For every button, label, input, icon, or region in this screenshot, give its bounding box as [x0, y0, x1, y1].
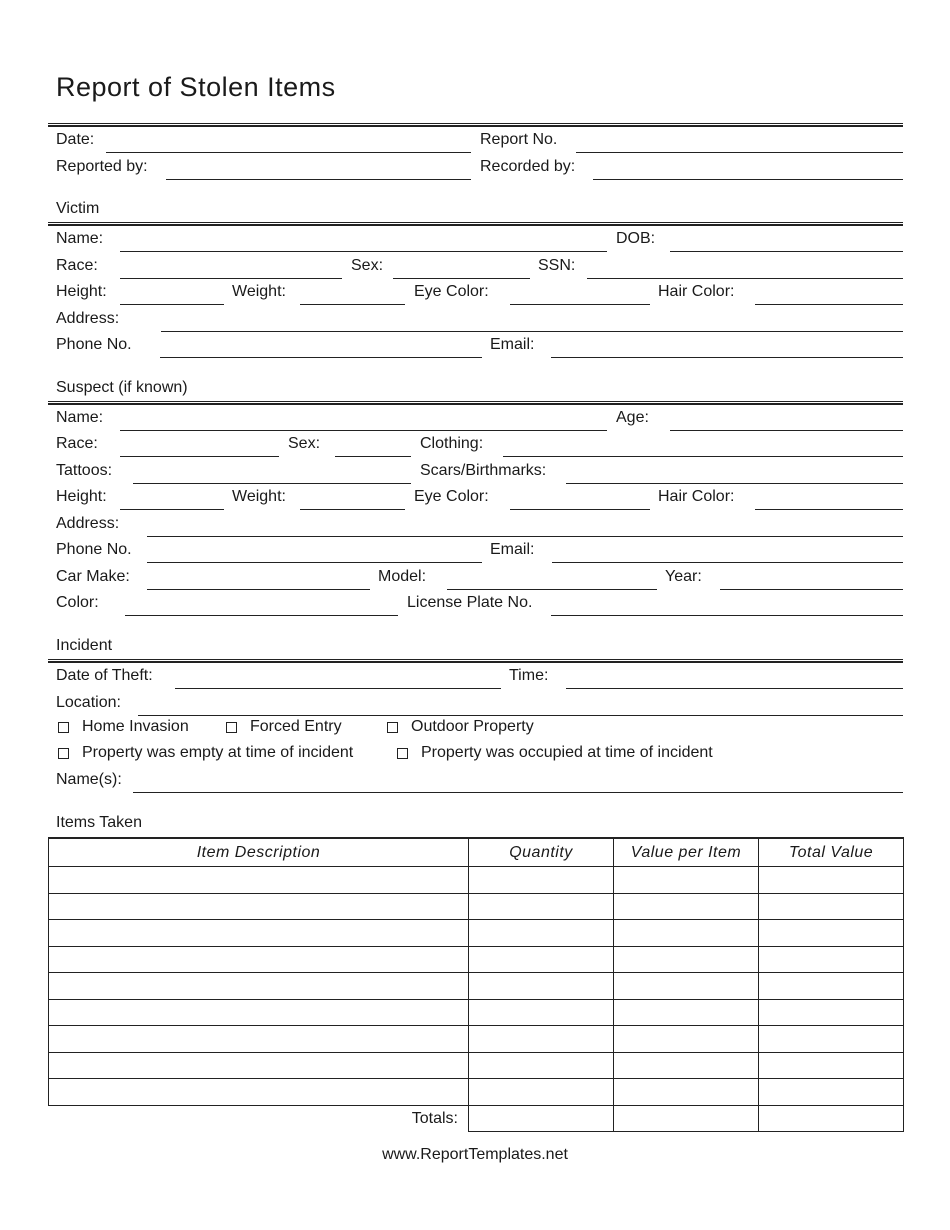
suspect-heading: Suspect (if known) — [56, 379, 188, 396]
suspect-height-field[interactable] — [120, 509, 224, 510]
victim-eye-color-label: Eye Color: — [414, 283, 489, 300]
items-heading: Items Taken — [56, 814, 142, 831]
table-row — [49, 920, 904, 947]
victim-heading: Victim — [56, 200, 100, 217]
value-per-item-cell[interactable] — [614, 1026, 759, 1053]
location-field[interactable] — [138, 715, 903, 716]
col-total-value: Total Value — [759, 838, 904, 867]
property-empty-label: Property was empty at time of incident — [82, 744, 354, 761]
victim-name-field[interactable] — [120, 251, 607, 252]
total-value-cell[interactable] — [759, 893, 904, 920]
total-value-cell[interactable] — [759, 973, 904, 1000]
item-description-cell[interactable] — [49, 1052, 469, 1079]
report-no-label: Report No. — [480, 131, 558, 148]
reported-by-label: Reported by: — [56, 158, 148, 175]
time-label: Time: — [509, 667, 549, 684]
table-row — [49, 1079, 904, 1106]
col-value-per-item: Value per Item — [614, 838, 759, 867]
suspect-year-field[interactable] — [720, 589, 903, 590]
victim-hair-color-label: Hair Color: — [658, 283, 735, 300]
quantity-cell[interactable] — [469, 867, 614, 894]
title-rule — [48, 123, 903, 127]
forced-entry-checkbox[interactable] — [226, 722, 237, 733]
suspect-weight-field[interactable] — [300, 509, 405, 510]
suspect-license-label: License Plate No. — [407, 594, 533, 611]
item-description-cell[interactable] — [49, 973, 469, 1000]
victim-height-field[interactable] — [120, 304, 224, 305]
totals-row — [49, 1105, 904, 1132]
suspect-scars-field[interactable] — [566, 483, 903, 484]
item-description-cell[interactable] — [49, 920, 469, 947]
home-invasion-checkbox[interactable] — [58, 722, 69, 733]
date-label: Date: — [56, 131, 95, 148]
total-value-cell[interactable] — [759, 946, 904, 973]
item-description-cell[interactable] — [49, 946, 469, 973]
value-per-item-cell[interactable] — [614, 999, 759, 1026]
quantity-cell[interactable] — [469, 973, 614, 1000]
suspect-weight-label: Weight: — [232, 488, 286, 505]
item-description-cell[interactable] — [49, 867, 469, 894]
items-table — [48, 837, 904, 1132]
suspect-clothing-label: Clothing: — [420, 435, 484, 452]
suspect-year-label: Year: — [665, 568, 702, 585]
property-occupied-checkbox[interactable] — [397, 748, 408, 759]
victim-phone-label: Phone No. — [56, 336, 132, 353]
suspect-eye-color-label: Eye Color: — [414, 488, 489, 505]
victim-race-field[interactable] — [120, 278, 342, 279]
date-field[interactable] — [106, 152, 471, 153]
suspect-hair-color-field[interactable] — [755, 509, 903, 510]
outdoor-property-label: Outdoor Property — [411, 718, 534, 735]
outdoor-property-checkbox[interactable] — [387, 722, 398, 733]
suspect-car-make-label: Car Make: — [56, 568, 130, 585]
property-occupied-label: Property was occupied at time of incident — [421, 744, 713, 761]
time-field[interactable] — [566, 688, 903, 689]
totals-label: Totals: — [411, 1109, 458, 1127]
quantity-cell[interactable] — [469, 946, 614, 973]
victim-eye-color-field[interactable] — [510, 304, 650, 305]
suspect-phone-label: Phone No. — [56, 541, 132, 558]
suspect-model-label: Model: — [378, 568, 427, 585]
quantity-cell[interactable] — [469, 1052, 614, 1079]
value-per-item-cell[interactable] — [614, 893, 759, 920]
suspect-phone-field[interactable] — [147, 562, 482, 563]
page-title: Report of Stolen Items — [56, 72, 336, 102]
incident-rule — [48, 659, 903, 663]
victim-dob-field[interactable] — [670, 251, 903, 252]
item-description-cell[interactable] — [49, 999, 469, 1026]
total-value-cell[interactable] — [759, 1052, 904, 1079]
table-row — [49, 946, 904, 973]
table-row — [49, 999, 904, 1026]
quantity-cell[interactable] — [469, 920, 614, 947]
value-per-item-cell[interactable] — [614, 920, 759, 947]
total-value-cell[interactable] — [759, 867, 904, 894]
suspect-sex-label: Sex: — [288, 435, 321, 452]
suspect-race-label: Race: — [56, 435, 98, 452]
victim-sex-field[interactable] — [393, 278, 530, 279]
total-value-cell[interactable] — [759, 920, 904, 947]
suspect-model-field[interactable] — [447, 589, 657, 590]
suspect-color-label: Color: — [56, 594, 99, 611]
suspect-address-field[interactable] — [147, 536, 903, 537]
item-description-cell[interactable] — [49, 1079, 469, 1106]
suspect-height-label: Height: — [56, 488, 107, 505]
victim-ssn-label: SSN: — [538, 257, 576, 274]
incident-heading: Incident — [56, 637, 113, 654]
suspect-sex-field[interactable] — [335, 456, 411, 457]
reported-by-field[interactable] — [166, 179, 471, 180]
table-row — [49, 1026, 904, 1053]
report-no-field[interactable] — [576, 152, 903, 153]
victim-name-label: Name: — [56, 230, 104, 247]
victim-weight-field[interactable] — [300, 304, 405, 305]
victim-email-field[interactable] — [551, 357, 903, 358]
forced-entry-label: Forced Entry — [250, 718, 342, 735]
suspect-race-field[interactable] — [120, 456, 279, 457]
quantity-cell[interactable] — [469, 893, 614, 920]
table-row — [49, 1052, 904, 1079]
suspect-car-make-field[interactable] — [147, 589, 370, 590]
suspect-scars-label: Scars/Birthmarks: — [420, 462, 547, 479]
items-body — [49, 867, 904, 1106]
suspect-address-label: Address: — [56, 515, 120, 532]
victim-email-label: Email: — [490, 336, 535, 353]
suspect-color-field[interactable] — [125, 615, 398, 616]
victim-hair-color-field[interactable] — [755, 304, 903, 305]
total-value-cell[interactable] — [759, 1026, 904, 1053]
suspect-clothing-field[interactable] — [503, 456, 903, 457]
quantity-cell[interactable] — [469, 1026, 614, 1053]
suspect-tattoos-label: Tattoos: — [56, 462, 113, 479]
names-label: Name(s): — [56, 771, 122, 788]
item-description-cell[interactable] — [49, 1026, 469, 1053]
property-empty-checkbox[interactable] — [58, 748, 69, 759]
names-field[interactable] — [133, 792, 903, 793]
totals-value-per-item-cell[interactable] — [614, 1105, 759, 1132]
col-quantity: Quantity — [469, 838, 614, 867]
suspect-email-label: Email: — [490, 541, 535, 558]
value-per-item-cell[interactable] — [614, 867, 759, 894]
totals-quantity-cell[interactable] — [469, 1105, 614, 1132]
col-item-description: Item Description — [49, 838, 469, 867]
date-of-theft-field[interactable] — [175, 688, 501, 689]
victim-weight-label: Weight: — [232, 283, 286, 300]
recorded-by-label: Recorded by: — [480, 158, 576, 175]
value-per-item-cell[interactable] — [614, 946, 759, 973]
suspect-name-label: Name: — [56, 409, 104, 426]
date-of-theft-label: Date of Theft: — [56, 667, 153, 684]
victim-rule — [48, 222, 903, 226]
value-per-item-cell[interactable] — [614, 973, 759, 1000]
recorded-by-field[interactable] — [593, 179, 903, 180]
suspect-rule — [48, 401, 903, 405]
footer-url: www.ReportTemplates.net — [382, 1146, 568, 1163]
item-description-cell[interactable] — [49, 893, 469, 920]
table-row — [49, 973, 904, 1000]
victim-height-label: Height: — [56, 283, 107, 300]
value-per-item-cell[interactable] — [614, 1079, 759, 1106]
suspect-name-field[interactable] — [120, 430, 607, 431]
victim-sex-label: Sex: — [351, 257, 384, 274]
suspect-tattoos-field[interactable] — [133, 483, 411, 484]
total-value-cell[interactable] — [759, 999, 904, 1026]
table-row — [49, 893, 904, 920]
victim-ssn-field[interactable] — [587, 278, 903, 279]
suspect-eye-color-field[interactable] — [510, 509, 650, 510]
victim-dob-label: DOB: — [616, 230, 656, 247]
victim-phone-field[interactable] — [160, 357, 482, 358]
total-value-cell[interactable] — [759, 1079, 904, 1106]
value-per-item-cell[interactable] — [614, 1052, 759, 1079]
home-invasion-label: Home Invasion — [82, 718, 189, 735]
victim-address-field[interactable] — [161, 331, 903, 332]
quantity-cell[interactable] — [469, 1079, 614, 1106]
quantity-cell[interactable] — [469, 999, 614, 1026]
victim-race-label: Race: — [56, 257, 98, 274]
suspect-license-field[interactable] — [551, 615, 903, 616]
suspect-age-field[interactable] — [670, 430, 903, 431]
totals-total-value-cell[interactable] — [759, 1105, 904, 1132]
suspect-age-label: Age: — [616, 409, 649, 426]
suspect-email-field[interactable] — [552, 562, 903, 563]
suspect-hair-color-label: Hair Color: — [658, 488, 735, 505]
victim-address-label: Address: — [56, 310, 120, 327]
table-row — [49, 867, 904, 894]
items-header-row — [49, 838, 904, 867]
location-label: Location: — [56, 694, 121, 711]
